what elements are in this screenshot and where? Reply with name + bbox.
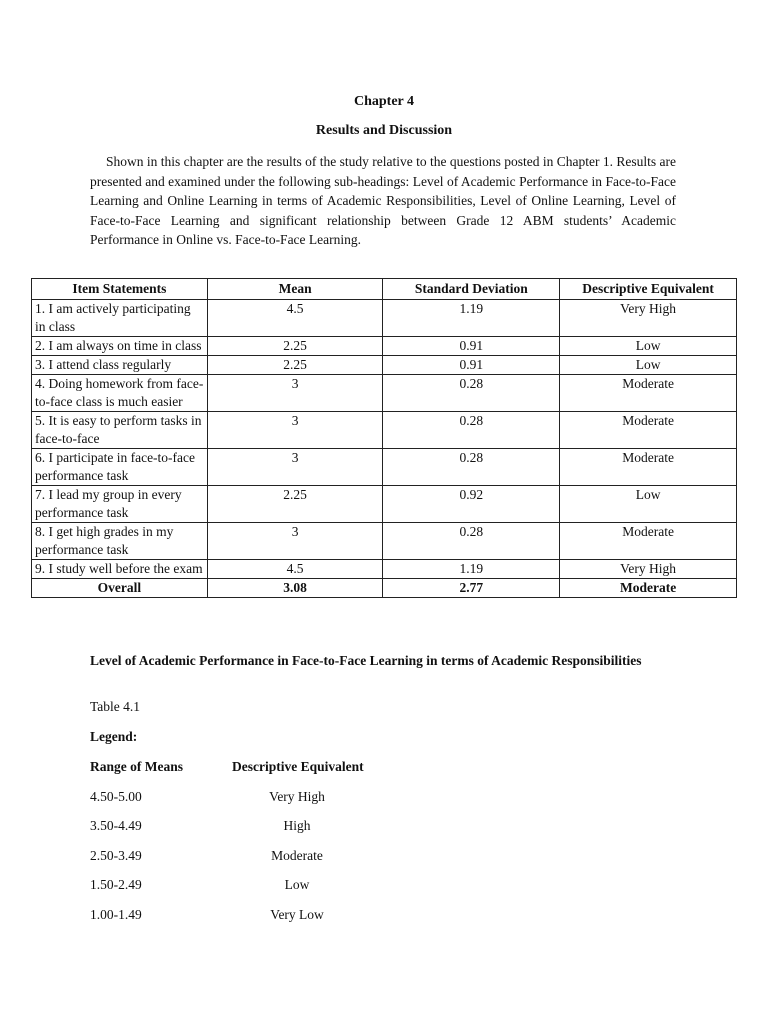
legend-header-range: Range of Means [90, 759, 183, 774]
item-statement: 4. Doing homework from face-to-face class is much easier [32, 375, 208, 412]
legend-equivalent: Moderate [271, 848, 323, 863]
descriptive-equivalent: Moderate [560, 375, 737, 412]
descriptive-equivalent: Low [560, 337, 737, 356]
sd-value: 1.19 [383, 560, 560, 579]
table-row [32, 560, 737, 579]
descriptive-equivalent: Very High [560, 300, 737, 337]
sd-value: 0.28 [383, 412, 560, 449]
legend-range: 1.00-1.49 [90, 907, 142, 922]
sd-value: 0.91 [383, 356, 560, 375]
table-row [32, 300, 737, 337]
table-caption: Level of Academic Performance in Face-to-Face Learning in terms of Academic Responsibilities [90, 653, 642, 668]
header-mean: Mean [207, 279, 383, 300]
descriptive-equivalent: Very High [560, 560, 737, 579]
mean-value: 3 [207, 375, 383, 412]
sd-value: 0.28 [383, 375, 560, 412]
mean-value: 3 [207, 523, 383, 560]
legend-equivalent: Low [284, 877, 310, 892]
descriptive-equivalent: Moderate [560, 449, 737, 486]
descriptive-equivalent: Low [560, 486, 737, 523]
intro-paragraph: Shown in this chapter are the results of the study relative to the questions posted in Chapter 1. Results are presented and examined under the following sub-headings: Level of Academic Performance in Face-to-Face Learning and Online Learning in terms of Academic Responsibilities, Level of Online Learning, Level of Face-to-Face Learning and significant relationship between Grade 12 ABM students’ Academic Performance in Online vs. Face-to-Face Learning. [90, 154, 676, 247]
overall-label: Overall [32, 579, 208, 598]
sd-value: 0.28 [383, 449, 560, 486]
table-label: Table 4.1 [90, 699, 141, 714]
header-item-statements: Item Statements [32, 279, 208, 300]
header-standard-deviation: Standard Deviation [383, 279, 560, 300]
mean-value: 4.5 [207, 300, 383, 337]
descriptive-equivalent: Low [560, 356, 737, 375]
mean-value: 3 [207, 449, 383, 486]
item-statement: 9. I study well before the exam [32, 560, 208, 579]
legend-range: 2.50-3.49 [90, 848, 142, 863]
item-statement: 3. I attend class regularly [32, 356, 208, 375]
sd-value: 1.19 [383, 300, 560, 337]
table-row [32, 356, 737, 375]
sd-value: 0.91 [383, 337, 560, 356]
overall-sd: 2.77 [383, 579, 560, 598]
section-title: Results and Discussion [315, 123, 453, 138]
sd-value: 0.92 [383, 486, 560, 523]
mean-value: 2.25 [207, 356, 383, 375]
sd-value: 0.28 [383, 523, 560, 560]
table-row [32, 375, 737, 412]
chapter-heading: Chapter 4 [353, 94, 415, 109]
legend-equivalent: Very High [269, 789, 325, 804]
table-row [32, 523, 737, 560]
legend-range: 4.50-5.00 [90, 789, 142, 804]
mean-value: 2.25 [207, 337, 383, 356]
header-descriptive-equivalent: Descriptive Equivalent [560, 279, 737, 300]
legend-header-equivalent: Descriptive Equivalent [232, 759, 364, 774]
item-statement: 6. I participate in face-to-face performance task [32, 449, 208, 486]
legend-title: Legend: [90, 729, 138, 744]
table-row [32, 486, 737, 523]
overall-row [32, 579, 737, 598]
overall-mean: 3.08 [207, 579, 383, 598]
mean-value: 4.5 [207, 560, 383, 579]
descriptive-equivalent: Moderate [560, 523, 737, 560]
table-row [32, 449, 737, 486]
item-statement: 1. I am actively participating in class [32, 300, 208, 337]
item-statement: 5. It is easy to perform tasks in face-to-face [32, 412, 208, 449]
item-statement: 2. I am always on time in class [32, 337, 208, 356]
results-table [31, 278, 737, 598]
mean-value: 2.25 [207, 486, 383, 523]
table-row [32, 337, 737, 356]
overall-equivalent: Moderate [560, 579, 737, 598]
table-row [32, 412, 737, 449]
legend-equivalent: High [283, 818, 311, 833]
table-header-row [32, 279, 737, 300]
legend-range: 1.50-2.49 [90, 877, 142, 892]
item-statement: 8. I get high grades in my performance task [32, 523, 208, 560]
legend-range: 3.50-4.49 [90, 818, 142, 833]
legend-equivalent: Very Low [270, 907, 324, 922]
mean-value: 3 [207, 412, 383, 449]
item-statement: 7. I lead my group in every performance task [32, 486, 208, 523]
descriptive-equivalent: Moderate [560, 412, 737, 449]
